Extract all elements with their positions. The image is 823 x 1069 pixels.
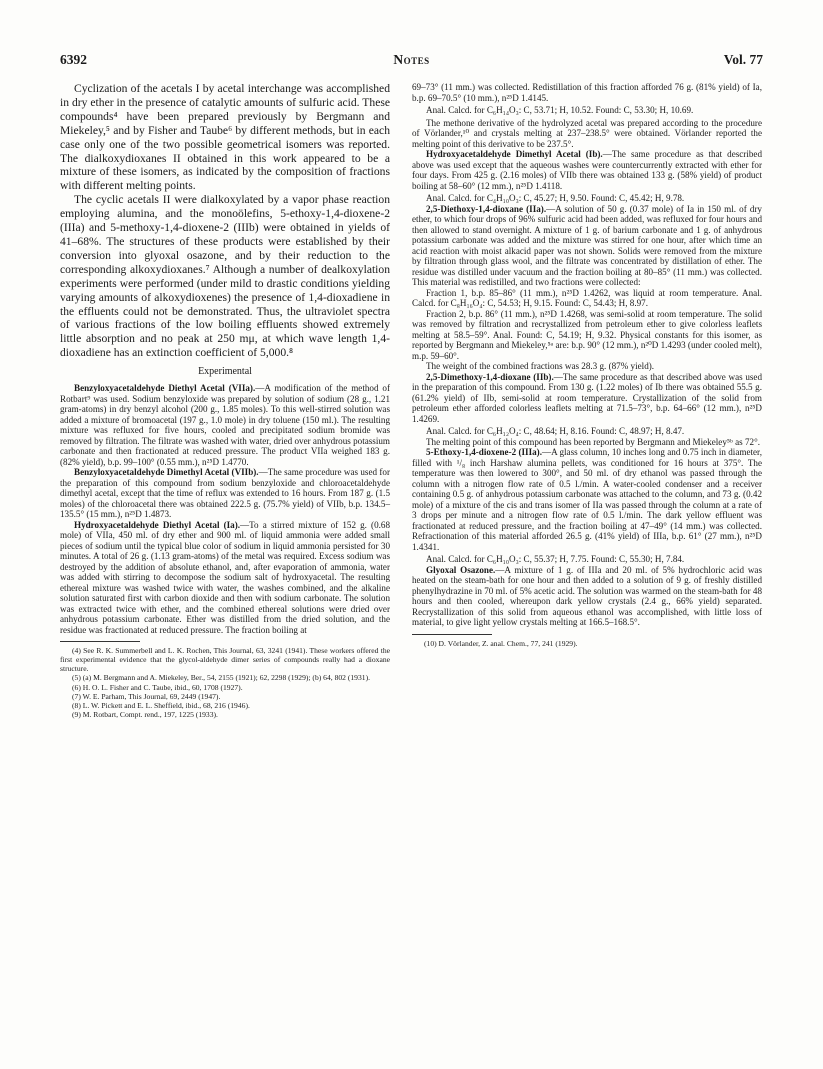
experimental-heading: Experimental: [198, 366, 252, 378]
procedure-body: —A glass column, 10 inches long and 0.75 inch in diameter, filled with ¹/₈ inch Harshaw alumina pellets, was conditioned for 16 hours at 375°. The temperature was then lowered to 300°, and 50 ml. of dry ethanol was passed through the column with a nitrogen flow rate of 0.5 l./min. A water-cooled condenser and a receiver containing 0.5 g. of anhydrous potassium carbonate was attached to the column, and 73 g. (0.42 mole) of a mixture of the cis and trans isomer of IIa was passed through the column at a rate of 3 drops per minute and a nitrogen flow rate of 0.5 l./min. The dark yellow effluent was fractionated at reduced pressure, and the fraction boiling at 47–49° (14 mm.) was collected. Refractionation of this material afforded 26.5 g. (41% yield) of IIIa, b.p. 61° (27 mm.), n²⁵D 1.4341.: [412, 447, 762, 552]
procedure-viia: [60, 383, 390, 467]
procedure-body: —To a stirred mixture of 152 g. (0.68 mole) of VIIa, 450 ml. of dry ether and 900 ml. of liquid ammonia were added small pieces of sodium until the typical blue color of sodium in liquid ammonia persisted for 30 minutes. A total of 26 g. (1.13 gram-atoms) of the metal was required. Excess sodium was destroyed by the addition of absolute ethanol, and, after evaporation of ammonia, water was added with stirring to decompose the sodium salt of hydroxyacetal. The resulting ethereal mixture was washed twice with water, the washes combined, and the alkaline solution saturated first with carbon dioxide and then with sodium carbonate. The solution was extracted twice with ether, and the combined ethereal solutions were dried over anhydrous potassium carbonate. Ether was distilled from the dried solution, and the residue was fractionated at reduced pressure. The fraction boiling at: [60, 519, 390, 635]
footnote-divider: [60, 641, 140, 642]
procedure-body: —The same procedure as that described above was used in the preparation of this compound. From 130 g. (1.22 moles) of Ib there was obtained 55.5 g. (61.2% yield) of IIb, semi-solid at room temperature. Crystallization of the solid from petroleum ether afforded colorless leaflets melting at 71.5–73°, b.p. 64–66° (12 mm.), n²⁵D 1.4269.: [412, 371, 762, 424]
procedure-iib: [412, 372, 762, 425]
analysis-line: Anal. Calcd. for C₆H₁₀O₃: C, 55.37; H, 7.75. Found: C, 55.30; H, 7.84.: [426, 554, 685, 564]
analysis-line: Anal. Calcd. for C₄H₁₀O₃: C, 45.27; H, 9.50. Found: C, 45.42; H, 9.78.: [426, 193, 685, 203]
procedure-ia: [60, 520, 390, 636]
procedure-viib: [60, 467, 390, 520]
procedure-title: Glyoxal Osazone.: [426, 564, 496, 575]
procedure-body: —A modification of the method of Rotbart⁹ was used. Sodium benzyloxide was prepared by solution of sodium (28 g., 1.21 gram-atoms) in dry benzyl alcohol (200 g., 1.85 moles). To this well-stirred solution was added a mixture of bromoacetal (197 g., 1.0 mole) in dry toluene (150 ml.). The resulting mixture was refluxed for five hours, cooled and precipitated sodium bromide was removed by filtration. The filtrate was washed with water, dried over anhydrous potassium carbonate and then fractionated at reduced pressure. The product VIIa weighed 183 g. (82% yield), b.p. 99–100° (0.55 mm.), n²⁵D 1.4770.: [60, 383, 390, 467]
procedure-title: Hydroxyacetaldehyde Dimethyl Acetal (Ib).: [426, 149, 603, 159]
footnote-divider: [412, 634, 492, 635]
paragraph: The weight of the combined fractions was 28.3 g. (87% yield).: [426, 361, 655, 371]
fraction-2: Fraction 2, b.p. 86° (11 mm.), n²⁵D 1.4268, was semi-solid at room temperature. The solid was removed by filtration and recrystallized from petroleum ether to give colorless leaflets melting at 58.5–59°. Anal. Found: C, 54.19; H, 9.32. Physical constants for this isomer, as reported by Bergmann and Miekeley,⁵ᵃ are: b.p. 90° (12 mm.), n²⁰D 1.4293 (under cooled melt), m.p. 59–60°.: [412, 308, 762, 361]
procedure-title: 5-Ethoxy-1,4-dioxene-2 (IIIa).: [426, 447, 542, 457]
procedure-title: 2,5-Dimethoxy-1,4-dioxane (IIb).: [426, 371, 554, 382]
procedure-ib: [412, 149, 762, 191]
analysis-line: Anal. Calcd. for C₆H₁₄O₃: C, 53.71; H, 10.52. Found: C, 53.30; H, 10.69.: [426, 105, 694, 115]
paragraph: The methone derivative of the hydrolyzed acetal was prepared according to the procedure of Vörlander,¹⁰ and crystals melting at 237–238.5° were obtained. Vörlander reported the melting point of this derivative to be 237.5°.: [412, 117, 762, 149]
volume-label: Vol. 77: [723, 52, 763, 67]
procedure-body: —A solution of 50 g. (0.37 mole) of Ia in 150 ml. of dry ether, to which four drops of 96% sulfuric acid had been added, was refluxed for four hours and then allowed to stand overnight. A mixture of 1 g. of barium carbonate and 1 g. of anhydrous potassium carbonate was added and the mixture was stirred for one hour, after which time an acid reaction with moist alkacid paper was not shown. Solids were removed from the mixture by filtration through glass wool, and the filtrate was concentrated by distillation of ether. The residue was distilled under vacuum and the fraction boiling at 80–85° (11 mm.) was collected. This material was redistilled, and two fractions were collected:: [412, 203, 762, 287]
analysis-line: Anal. Calcd. for C₆H₁₂O₄: C, 48.64; H, 8.16. Found: C, 48.97; H, 8.47.: [426, 426, 685, 436]
procedure-title: Benzyloxyacetaldehyde Diethyl Acetal (VIIa).: [74, 383, 256, 394]
procedure-title: Benzyloxyacetaldehyde Dimethyl Acetal (VIIb).: [74, 467, 259, 478]
right-column: [412, 82, 762, 648]
footnote: (8) L. W. Pickett and E. L. Sheffield, ibid., 68, 216 (1946).: [72, 700, 250, 710]
procedure-body: —The same procedure was used for the preparation of this compound from sodium benzyloxide and chloroacetaldehyde dimethyl acetal, except that the time of reflux was extended to 16 hours. From 187 g. (1.5 moles) of the chloroacetal there was obtained 222.5 g. (75.7% yield) of VIIb, b.p. 134.5–135.5° (15 mm.), n²⁵D 1.4873.: [60, 467, 390, 520]
paragraph: The melting point of this compound has been reported by Bergmann and Miekeley⁵ᵇ as 72°.: [426, 436, 760, 447]
procedure-title: Hydroxyacetaldehyde Diethyl Acetal (Ia).: [74, 519, 241, 530]
footnote: (4) See R. K. Summerbell and L. K. Rochen, This Journal, 63, 3241 (1941). These workers offered the first experimental evidence that the glycol-aldehyde dimer series of compounds really had a dioxane structure.: [60, 646, 390, 674]
section-title: Notes: [393, 52, 430, 67]
footnote: (9) M. Rotbart, Compt. rend., 197, 1225 (1933).: [72, 709, 218, 719]
page-number: 6392: [60, 52, 87, 67]
running-header: [60, 52, 763, 70]
procedure-title: 2,5-Diethoxy-1,4-dioxane (IIa).: [426, 203, 547, 214]
fraction-1: Fraction 1, b.p. 85–86° (11 mm.), n²⁵D 1.4262, was liquid at room temperature. Anal. Calcd. for C₈H₁₆O₄: C, 54.53; H, 9.15. Found: C, 54.43; H, 8.97.: [412, 287, 762, 308]
procedure-iia: [412, 204, 762, 288]
left-column: [60, 82, 390, 719]
footnote: (10) D. Vörlander, Z. anal. Chem., 77, 241 (1929).: [424, 638, 578, 648]
footnote: (6) H. O. L. Fisher and C. Taube, ibid., 60, 1708 (1927).: [72, 682, 243, 692]
procedure-osazone: [412, 565, 762, 628]
procedure-iiia: [412, 447, 762, 552]
intro-paragraph-1: Cyclization of the acetals I by acetal interchange was accomplished in dry ether in the presence of catalytic amounts of sulfuric acid. These compounds⁴ have been prepared previously by Bergmann and Miekeley,⁵ and by Fisher and Taube⁶ by different methods, but in each case only one of the two possible geometrical isomers was reported. The dialkoxydioxanes II obtained in this work appeared to be a mixture of these isomers, as indicated by the composition of fractions with different melting points.: [60, 82, 390, 193]
footnote: (5) (a) M. Bergmann and A. Miekeley, Ber., 54, 2155 (1921); 62, 2298 (1929); (b) 64, 802 (1931).: [72, 673, 371, 683]
footnote: (7) W. E. Parham, This Journal, 69, 2449 (1947).: [72, 691, 221, 701]
intro-paragraph-2: The cyclic acetals II were dialkoxylated by a vapor phase reaction employing alumina, and the monoölefins, 5-ethoxy-1,4-dioxene-2 (IIIa) and 5-methoxy-1,4-dioxene-2 (IIIb) were obtained in yields of 41–68%. The structures of these products were established by their conversion into glyoxal osazone, and by their reduction to the corresponding alkoxydioxanes.⁷ Although a number of dealkoxylation experiments were performed (under mild to drastic conditions yielding varying amounts of alkoxydioxenes) the presence of 1,4-dioxadiene in the effluents could not be demonstrated. Thus, the ultraviolet spectra of various fractions of the low boiling effluents showed extremely little absorption and no peak at 250 mμ, at which wave length 1,4-dioxadiene has an extinction coefficient of 5,000.⁸: [60, 193, 390, 360]
procedure-body: —The same procedure as that described above was used except that the aqueous washes were countercurrently extracted with ether for four days. From 425 g. (2.16 moles) of VIIb there was obtained 133 g. (58% yield) of product boiling at 58–60° (12 mm.), n²⁵D 1.4118.: [412, 149, 762, 191]
procedure-body: —A mixture of 1 g. of IIIa and 20 ml. of 5% hydrochloric acid was heated on the steam-bath for one hour and then added to a solution of 9 g. of freshly distilled phenylhydrazine in 70 ml. of 5% acetic acid. The solution was warmed on the steam-bath for 48 hours and then cooled, whereupon dark yellow crystals (2.4 g., 66% yield) separated. Recrystallization of this solid from aqueous ethanol was accomplished, with little loss of material, to give light yellow crystals melting at 166.5–168.5°.: [412, 564, 762, 627]
paragraph: 69–73° (11 mm.) was collected. Redistillation of this fraction afforded 76 g. (81% yield) of Ia, b.p. 69–70.5° (10 mm.), n²⁵D 1.4145.: [412, 82, 762, 103]
